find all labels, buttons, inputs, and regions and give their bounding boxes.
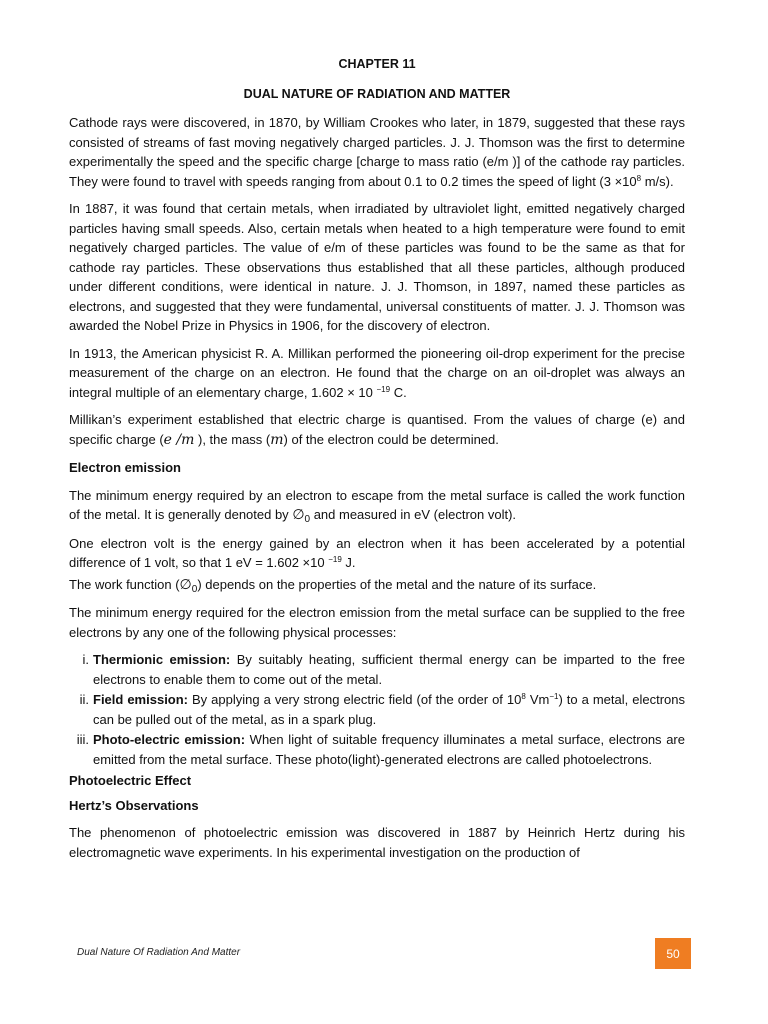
paragraph-electron-volt: One electron volt is the energy gained by an electron when it has been accelerated by a potential difference of 1 volt, so that 1 eV = 1.602 ×10 $^{-19}$ J. bbox=[69, 535, 685, 570]
paragraph-millikan: In 1913, the American physicist R. A. Millikan performed the pioneering oil-drop experiment for the precise measurement of the charge on an electron. He found that the charge on an oil-droplet was always an integral multiple of an elementary charge, 1.602 × 10 $^{-19}$ C. bbox=[69, 345, 685, 400]
list-item: iii. Photo-electric emission: When light of suitable frequency illuminates a metal surface, electrons are emitted from the metal surface. These photo(light)-generated electrons are called photoelectrons. bbox=[76, 732, 685, 767]
paragraph-work-function-depends: The work function $(\emptyset_0)$ depends on the properties of the metal and the nature of its surface. bbox=[69, 576, 597, 595]
heading-electron-emission: Electron emission bbox=[69, 460, 181, 475]
footer-title: Dual Nature Of Radiation And Matter bbox=[77, 947, 241, 958]
chapter-title: DUAL NATURE OF RADIATION AND MATTER bbox=[243, 86, 511, 101]
paragraph-work-function: The minimum energy required by an electron to escape from the metal surface is called the work function of the metal. It is generally denoted by $\emptyset_0$ and measured in eV (electron volt). bbox=[69, 487, 685, 525]
page-content bbox=[69, 55, 685, 870]
emission-process-list bbox=[69, 650, 685, 769]
list-item: ii. Field emission: By applying a very strong electric field (of the order of $10^8$ $Vm^{-1}$) to a metal, electrons can be pulled out of the metal, as in a spark plug. bbox=[79, 692, 685, 727]
paragraph-hertz: The phenomenon of photoelectric emission was discovered in 1887 by Heinrich Hertz during his electromagnetic wave experiments. In his experimental investigation on the production of bbox=[69, 825, 685, 860]
chapter-label: CHAPTER 11 bbox=[338, 57, 416, 71]
paragraph-electron-discovery: In 1887, it was found that certain metals, when irradiated by ultraviolet light, emitted negatively charged particles having small speeds. Also, certain metals when heated to a high temperature were found to emit negatively charged particles. The value of e/m of these particles was found to be the same as that for cathode ray particles. These observations thus established that all these particles, although produced under different conditions, were identical in nature. J. J. Thomson, in 1897, named these particles as electrons, and suggested that they were fundamental, universal constituents of matter. J. J. Thomson was awarded the Nobel Prize in Physics in 1906, for the discovery of electron. bbox=[69, 201, 685, 333]
paragraph-emission-processes: The minimum energy required for the electron emission from the metal surface can be supplied to the free electrons by any one of the following physical processes: bbox=[69, 605, 685, 640]
heading-photoelectric-effect: Photoelectric Effect bbox=[69, 773, 192, 788]
heading-hertz-observations: Hertz’s Observations bbox=[69, 797, 199, 813]
list-item: i. Thermionic emission: By suitably heating, sufficient thermal energy can be imparted to the free electrons to enable them to come out of the metal. bbox=[82, 652, 685, 687]
page-number-badge: 50 bbox=[655, 938, 691, 969]
paragraph-charge-quantised: Millikan’s experiment established that electric charge is quantised. From the values of charge (e) and specific charge (e /m ), the mass (m) of the electron could be determined. bbox=[69, 412, 685, 448]
paragraph-cathode-rays: Cathode rays were discovered, in 1870, by William Crookes who later, in 1879, suggested that these rays consisted of streams of fast moving negatively charged particles. J. J. Thomson was the first to determine experimentally the speed and the specific charge [charge to mass ratio (e/m )] of the cathode ray particles. They were found to travel with speeds ranging from about 0.1 to 0.2 times the speed of light ($3 \times 10^8$ m/s). bbox=[69, 115, 685, 189]
